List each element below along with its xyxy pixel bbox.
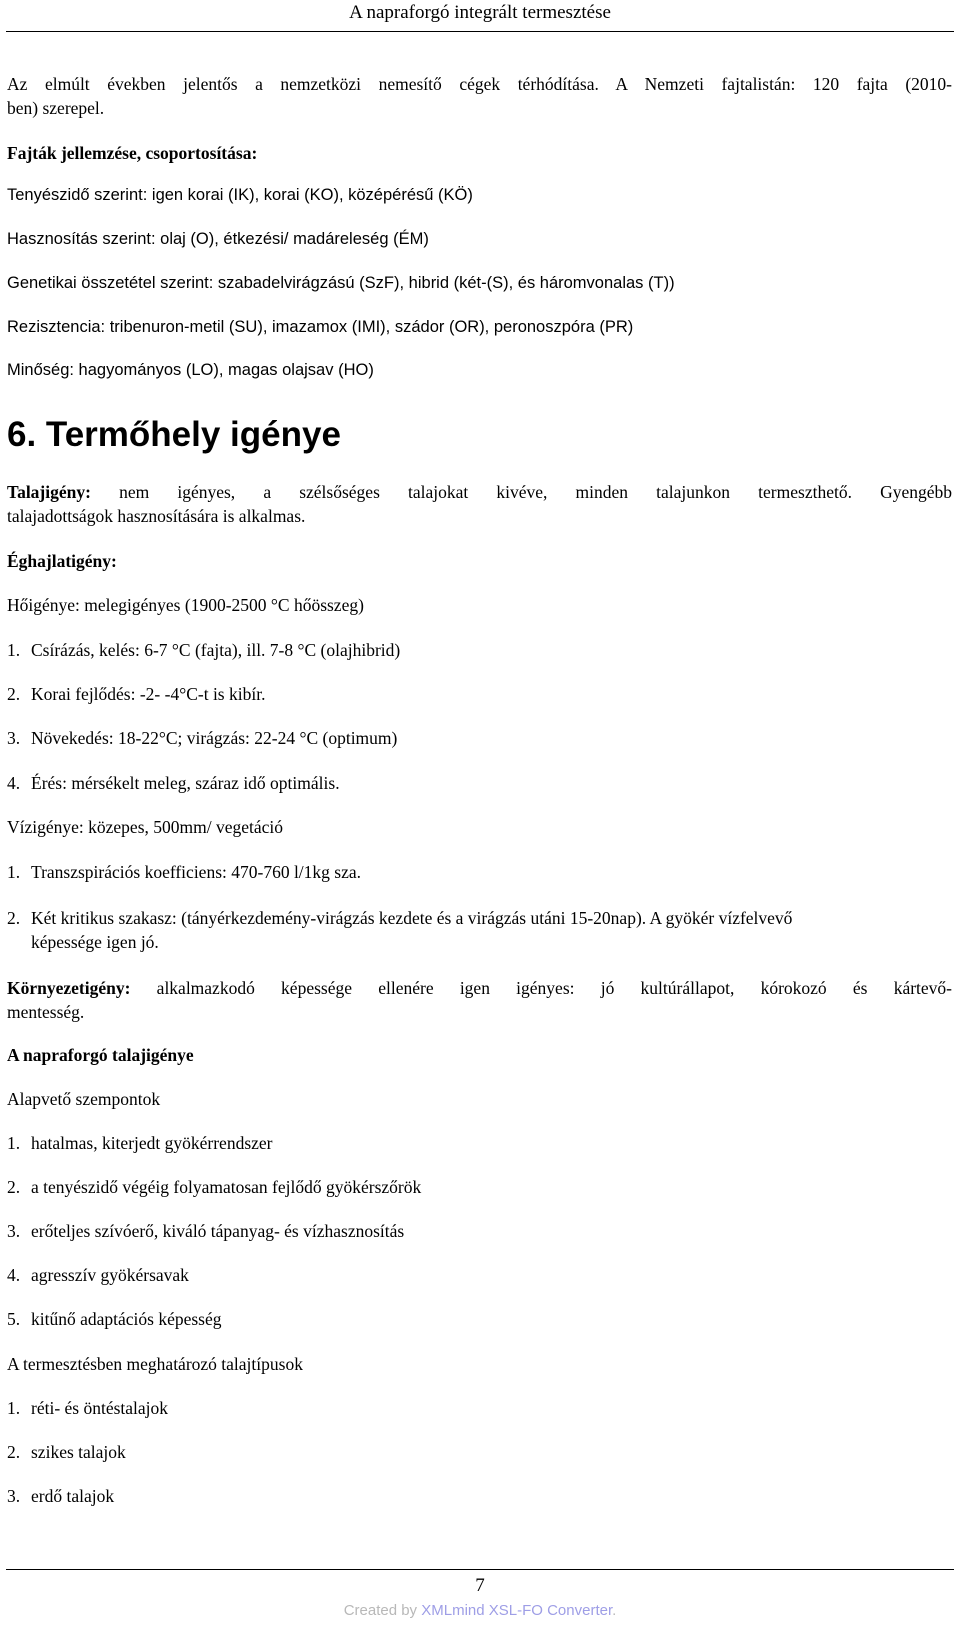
page-number: 7 [475, 1575, 485, 1596]
soil-need-title: A napraforgó talajigénye [7, 1045, 194, 1065]
soil-line-2: talajadottságok hasznosítására is alkalmas. [7, 506, 306, 526]
list-item-text: kitűnő adaptációs képesség [31, 1309, 222, 1329]
list-item-text: Transzspirációs koefficiens: 470-760 l/1kg sza. [31, 862, 362, 882]
list-item-text-continued: képessége igen jó. [31, 932, 159, 952]
soil-types-title: A termesztésben meghatározó talajtípusok [7, 1354, 303, 1374]
varieties-title: Fajták jellemzése, csoportosítása: [7, 143, 258, 163]
list-item-text: Korai fejlődés: -2- -4°C-t is kibír. [31, 684, 266, 704]
list-item-number: 3. [7, 728, 21, 748]
varieties-item: Genetikai összetétel szerint: szabadelvirágzású (SzF), hibrid (két-(S), és háromvonalas (T)) [7, 274, 675, 292]
list-item [7, 1177, 421, 1198]
varieties-item: Minőség: hagyományos (LO), magas olajsav (HO) [7, 361, 374, 379]
list-item-number: 3. [7, 1221, 21, 1241]
environment-line-1: alkalmazkodó képessége ellenére igen igényes: jó kultúrállapot, kórokozó és kártevő- [156, 978, 952, 998]
header-rule [6, 31, 954, 32]
page-header-title: A napraforgó integrált termesztése [349, 2, 611, 23]
list-item-number: 2. [7, 908, 21, 928]
list-item-number: 1. [7, 640, 21, 660]
intro-line-2: ben) szerepel. [7, 98, 105, 118]
list-item-text: erőteljes szívóerő, kiváló tápanyag- és vízhasznosítás [31, 1221, 405, 1241]
list-item [7, 906, 792, 954]
list-item-text: erdő talajok [31, 1486, 115, 1506]
list-item-number: 5. [7, 1309, 21, 1329]
environment-line-2: mentesség. [7, 1002, 85, 1022]
varieties-item: Rezisztencia: tribenuron-metil (SU), imazamox (IMI), szádor (OR), peronoszpóra (PR) [7, 318, 634, 336]
soil-paragraph [7, 480, 952, 528]
list-item-text: réti- és öntéstalajok [31, 1398, 169, 1418]
list-item [7, 862, 361, 883]
list-item [7, 728, 397, 749]
environment-paragraph [7, 976, 952, 1024]
list-item [7, 1221, 404, 1242]
credit-prefix: Created by [343, 1602, 422, 1619]
list-item [7, 1486, 114, 1507]
list-item [7, 1265, 189, 1286]
varieties-item: Hasznosítás szerint: olaj (O), étkezési/ madáreleség (ÉM) [7, 230, 429, 248]
list-item-text: Két kritikus szakasz: (tányérkezdemény-virágzás kezdete és a virágzás utáni 15-20nap). A gyökér vízfelvevő [31, 908, 793, 928]
converter-credit [0, 1602, 960, 1619]
list-item-text: szikes talajok [31, 1442, 126, 1462]
basics-title: Alapvető szempontok [7, 1089, 161, 1109]
list-item-text: a tenyészidő végéig folyamatosan fejlődő gyökérszőrök [31, 1177, 422, 1197]
list-item-number: 2. [7, 1442, 21, 1462]
list-item-text: agresszív gyökérsavak [31, 1265, 189, 1285]
list-item [7, 1398, 168, 1419]
list-item [7, 1133, 273, 1154]
environment-label: Környezetigény: [7, 978, 131, 998]
list-item-text: hatalmas, kiterjedt gyökérrendszer [31, 1133, 273, 1153]
list-item-number: 4. [7, 1265, 21, 1285]
list-item-number: 2. [7, 684, 21, 704]
varieties-item: Tenyészidő szerint: igen korai (IK), korai (KO), középérésű (KÖ) [7, 186, 473, 204]
list-item-number: 4. [7, 773, 21, 793]
list-item-number: 2. [7, 1177, 21, 1197]
list-item-number: 1. [7, 1398, 21, 1418]
list-item-text: Érés: mérsékelt meleg, száraz idő optimális. [31, 773, 340, 793]
heat-requirement: Hőigénye: melegigényes (1900-2500 °C hőösszeg) [7, 595, 364, 615]
section-heading: 6. Termőhely igénye [7, 415, 341, 454]
list-item [7, 1309, 222, 1330]
list-item-number: 1. [7, 1133, 21, 1153]
list-item [7, 684, 265, 705]
credit-brand-link[interactable]: XMLmind XSL-FO Converter [421, 1602, 613, 1619]
footer-rule [6, 1569, 954, 1570]
water-requirement: Vízigénye: közepes, 500mm/ vegetáció [7, 817, 284, 837]
list-item-text: Csírázás, kelés: 6-7 °C (fajta), ill. 7-8 °C (olajhibrid) [31, 640, 401, 660]
climate-title: Éghajlatigény: [7, 551, 117, 571]
intro-paragraph [7, 72, 952, 120]
list-item-number: 3. [7, 1486, 21, 1506]
list-item-number: 1. [7, 862, 21, 882]
list-item [7, 1442, 126, 1463]
soil-label: Talajigény: [7, 482, 91, 502]
soil-line-1: nem igényes, a szélsőséges talajokat kivéve, minden talajunkon termeszthető. Gyengébb [119, 482, 952, 502]
intro-line-1: Az elmúlt években jelentős a nemzetközi nemesítő cégek térhódítása. A Nemzeti fajtalistán: 120 fajta (2010- [7, 74, 952, 94]
credit-suffix: . [612, 1602, 617, 1619]
list-item-text: Növekedés: 18-22°C; virágzás: 22-24 °C (optimum) [31, 728, 398, 748]
list-item [7, 773, 340, 794]
list-item [7, 640, 400, 661]
